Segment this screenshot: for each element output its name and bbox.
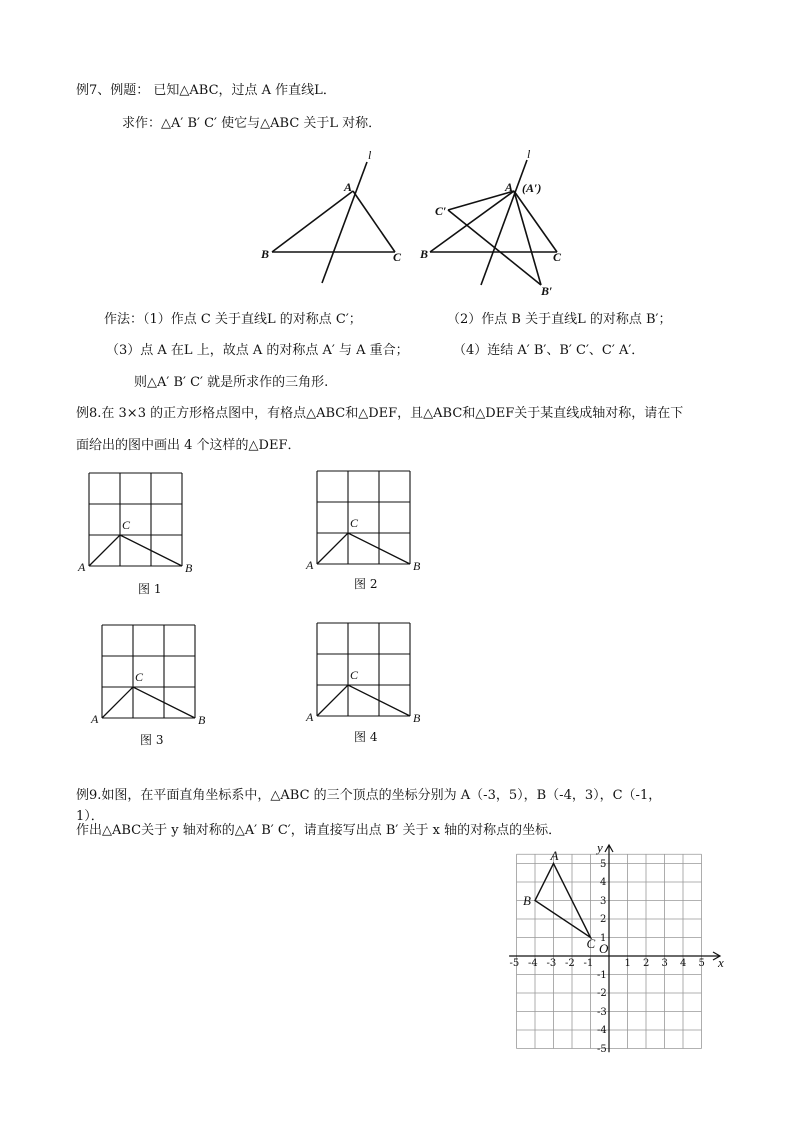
label-c: C	[393, 250, 402, 264]
x-tick-label: -5	[509, 958, 520, 969]
label-a: A	[344, 180, 353, 194]
ex7-title: 例7、例题： 已知△ABC，过点 A 作直线L．	[76, 83, 336, 98]
ex9-line-3: 作出△ABC关于 y 轴对称的△A′ B′ C′，请直接写出点 B′ 关于 x 轴的对称点的坐标．	[76, 823, 562, 838]
y-tick-label: 1	[600, 932, 607, 944]
ex7-method-1: 作法：（1）作点 C 关于直线L 的对称点 C′；	[104, 312, 362, 327]
ex8-line-2: 面给出的图中画出 4 个这样的△DEF．	[76, 438, 301, 453]
label-c: C	[350, 516, 359, 530]
y-tick-label: 3	[600, 895, 607, 907]
x-tick-label: 4	[680, 958, 687, 969]
y-tick-label: -2	[597, 988, 607, 999]
ex7-conclusion: 则△A′ B′ C′ 就是所求作的三角形.	[134, 375, 329, 390]
ex7-method-3: （3）点 A 在L 上，故点 A 的对称点 A′ 与 A 重合；	[106, 343, 409, 358]
x-tick-label: 3	[661, 958, 668, 969]
label-a: A	[91, 712, 99, 726]
figure-caption-1: 图 1	[138, 582, 162, 596]
figure-caption-4: 图 4	[354, 730, 378, 744]
ex9-line-2: 1）．	[76, 809, 104, 824]
label-a: A	[78, 560, 86, 574]
label-c: C	[553, 250, 562, 264]
y-tick-label: 5	[600, 858, 607, 870]
x-tick-label: 1	[624, 958, 631, 969]
figure-caption-3: 图 3	[140, 733, 164, 747]
label-c: C	[350, 668, 359, 682]
y-axis-label: y	[597, 840, 603, 855]
label-b-prime: B′	[541, 284, 553, 298]
x-tick-label: 5	[698, 958, 705, 969]
label-l: l	[368, 148, 372, 162]
label-b: B	[185, 561, 193, 575]
x-tick-label: -3	[546, 958, 557, 969]
x-tick-label: -4	[528, 958, 538, 969]
label-c: C	[135, 670, 144, 684]
ex7-method-4: （4）连结 A′ B′、B′ C′、C′ A′．	[453, 343, 645, 358]
label-a: A	[505, 180, 514, 194]
label-b: B	[413, 559, 421, 573]
label-c: C	[586, 935, 596, 951]
label-a: A	[306, 710, 314, 724]
x-tick-label: -2	[565, 958, 575, 969]
figure-caption-2: 图 2	[354, 577, 378, 591]
y-tick-label: -5	[597, 1043, 607, 1055]
ex8-line-1: 例8.在 3×3 的正方形格点图中，有格点△ABC和△DEF，且△ABC和△DEF关于某直线成轴对称，请在下	[76, 406, 684, 421]
ex9-line-1: 例9.如图，在平面直角坐标系中，△ABC 的三个顶点的坐标分别为 A（-3，5），B（-4，3），C（-1，	[76, 788, 662, 803]
y-tick-label: -3	[597, 1006, 607, 1018]
label-c: C	[122, 518, 131, 532]
label-a: A	[306, 558, 314, 572]
y-tick-label: -4	[597, 1025, 607, 1036]
y-tick-label: 2	[600, 914, 607, 925]
y-tick-label: 4	[600, 877, 607, 888]
label-a-prime: (A′)	[522, 181, 542, 195]
y-tick-label: -1	[597, 969, 607, 981]
x-axis-label: x	[718, 955, 724, 970]
origin-label: O	[599, 941, 609, 956]
label-b: B	[413, 711, 421, 725]
label-b: B	[198, 713, 206, 727]
label-b: B	[261, 247, 270, 261]
x-tick-label: -1	[583, 958, 594, 969]
x-tick-label: 2	[643, 958, 650, 969]
label-b: B	[420, 247, 429, 261]
ex7-task: 求作：△A′ B′ C′ 使它与△ABC 关于L 对称．	[122, 116, 382, 131]
label-b: B	[523, 892, 531, 908]
label-c-prime: C′	[435, 204, 447, 218]
ex7-method-2: （2）作点 B 关于直线L 的对称点 B′；	[447, 312, 672, 327]
label-l: l	[527, 147, 531, 161]
axes	[509, 845, 720, 1052]
label-a: A	[550, 847, 559, 863]
